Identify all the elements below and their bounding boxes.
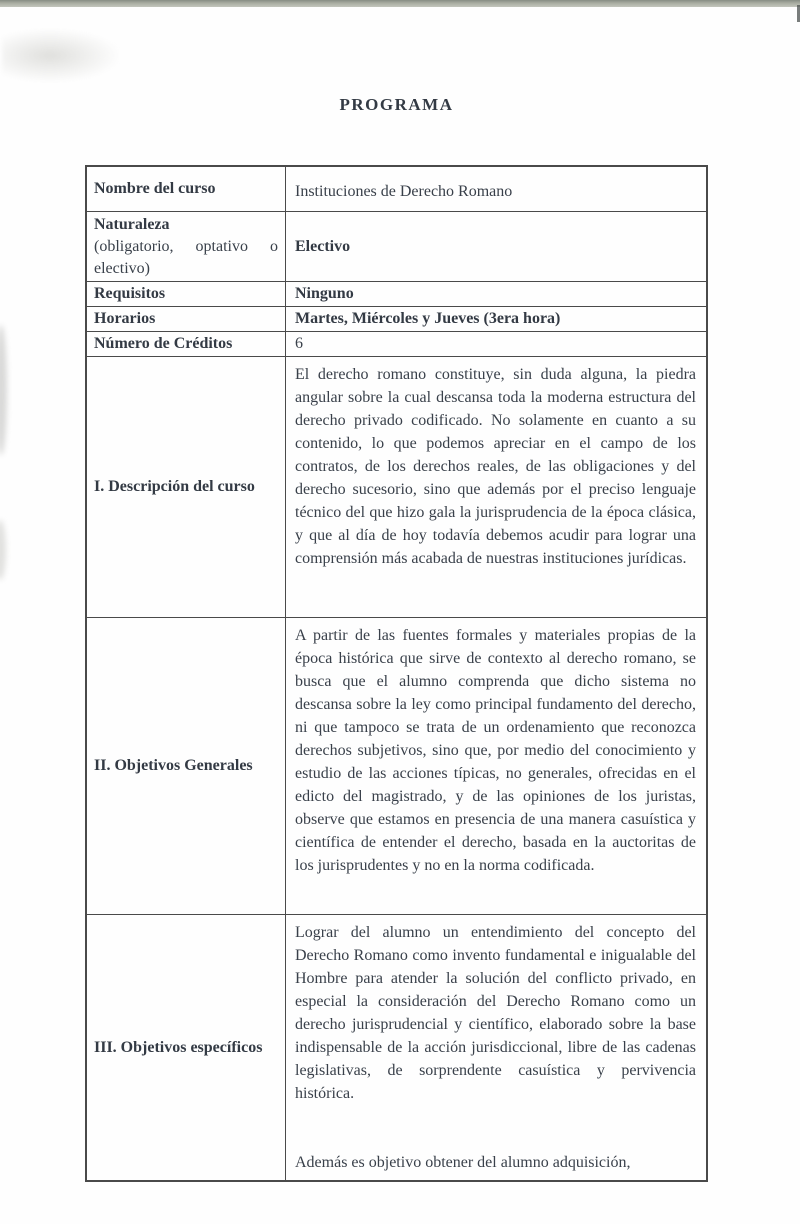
scan-artifact-top-strip — [0, 0, 800, 7]
objetivos-especificos-paragraph-1: Lograr del alumno un entendimiento del concepto del Derecho Romano como invento fundamental e inigualable del Hombre para atender la solución del conflicto privado, en especial la consideración del Derecho Romano como un derecho jurisprudencial y científico, elaborado sobre la base indispensable de la acción jurisdiccional, libre de las cadenas legislativas, de sorprendente casuística y pervivencia histórica. — [295, 924, 696, 1102]
row-label-objetivos-generales: II. Objetivos Generales — [87, 618, 286, 914]
row-value-numero-de-creditos: 6 — [295, 335, 303, 352]
scan-artifact-smudge — [0, 520, 6, 580]
row-label-objetivos-especificos: III. Objetivos específicos — [87, 915, 286, 1180]
row-label-numero-de-creditos: Número de Créditos — [87, 332, 286, 356]
row-value-descripcion-del-curso: El derecho romano constituye, sin duda alguna, la piedra angular sobre la cual descansa toda la moderna estructura del derecho privado codificado. No solamente en cuanto a su contenido, lo que podemos apreciar en el campo de los contratos, de los derechos reales, de las obligaciones y del derecho sucesorio, sino que además por el preciso lenguaje técnico del que hizo gala la jurisprudencia de la época clásica, y que al día de hoy todavía debemos acudir para lograr una comprensión más acabada de nuestras instituciones jurídicas. — [295, 366, 696, 567]
table-row-naturaleza — [87, 211, 706, 281]
table-row-creditos — [87, 331, 706, 356]
row-value-requisitos: Ninguno — [295, 285, 354, 302]
row-label-requisitos: Requisitos — [87, 282, 286, 306]
row-label-nombre-del-curso: Nombre del curso — [87, 167, 286, 211]
table-row-objetivos-generales — [87, 617, 706, 914]
row-label-horarios: Horarios — [87, 307, 286, 331]
table-row-objetivos-especificos — [87, 914, 706, 1180]
table-row-descripcion — [87, 356, 706, 617]
table-row-horarios — [87, 306, 706, 331]
row-value-objetivos-especificos — [286, 915, 706, 1180]
scan-artifact-smudge — [0, 325, 7, 455]
row-label-descripcion-del-curso: I. Descripción del curso — [87, 357, 286, 617]
naturaleza-label-main: Naturaleza — [94, 216, 170, 233]
table-row-nombre — [87, 167, 706, 211]
row-value-naturaleza: Electivo — [295, 237, 351, 255]
program-table — [85, 165, 708, 1182]
scan-artifact-smudge — [2, 28, 122, 83]
objetivos-especificos-paragraph-2: Además es objetivo obtener del alumno adquisición, — [295, 1154, 631, 1171]
row-value-horarios: Martes, Miércoles y Jueves (3era hora) — [295, 310, 561, 327]
document-title: PROGRAMA — [339, 95, 454, 114]
row-value-objetivos-generales: A partir de las fuentes formales y materiales propias de la época histórica que sirve de contexto al derecho romano, se busca que el alumno comprenda que dicho sistema no descansa sobre la ley como principal fundamento del derecho, ni que tampoco se trata de un ordenamiento que reconozca derechos subjetivos, sino que, por medio del conocimiento y estudio de las acciones típicas, no generales, ofrecidas en el edicto del magistrado, y de las opiniones de los juristas, observe que estamos en presencia de una manera casuística y científica de entender el derecho, basada en la auctoritas de los jurisprudentes y no en la norma codificada. — [295, 627, 696, 874]
naturaleza-label-sub: (obligatorio, optativo o electivo) — [94, 238, 278, 277]
row-value-nombre-del-curso: Instituciones de Derecho Romano — [295, 182, 513, 200]
table-row-requisitos — [87, 281, 706, 306]
row-label-naturaleza — [87, 212, 286, 281]
